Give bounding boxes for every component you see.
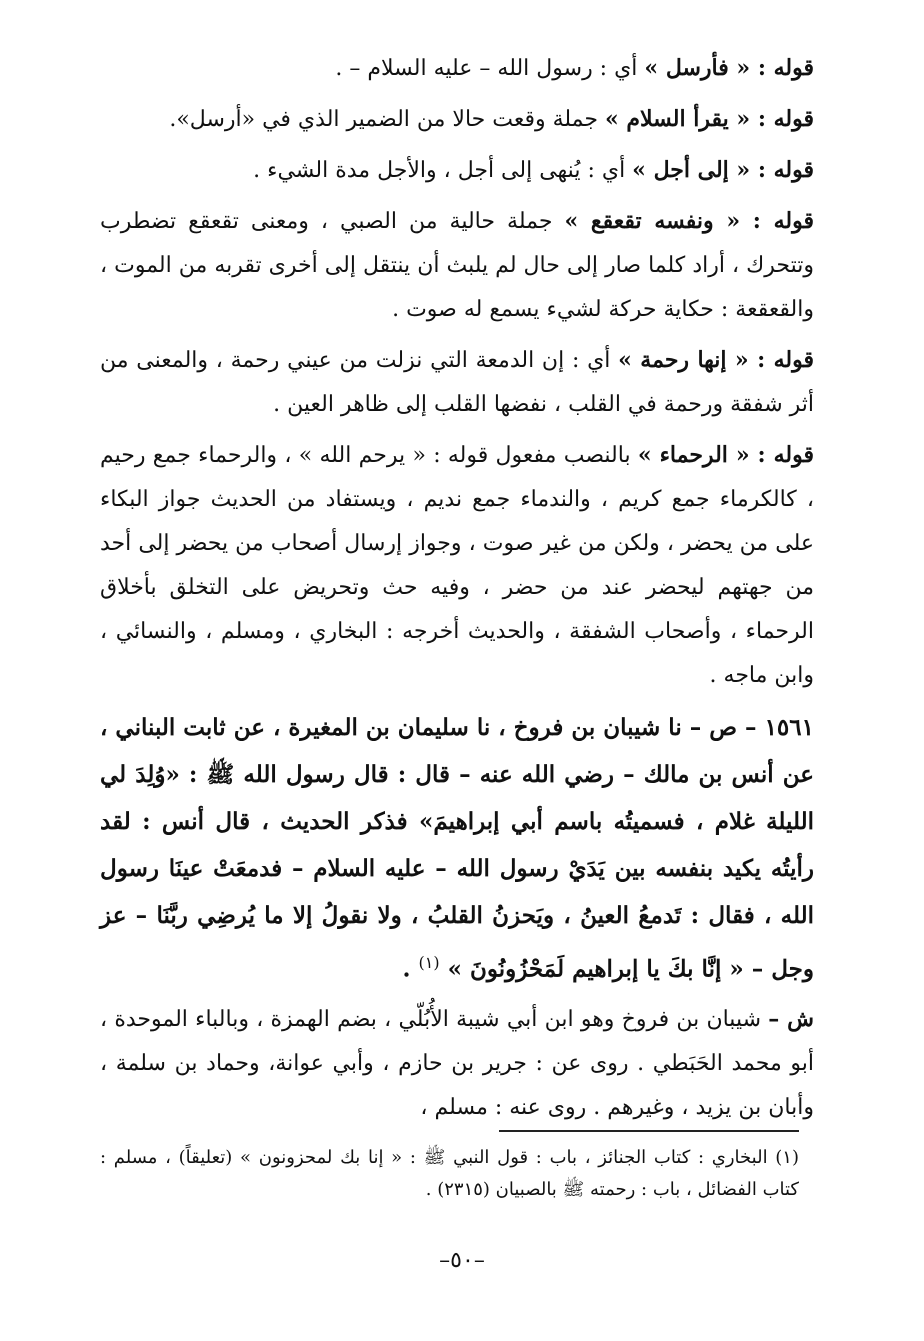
paragraph-lead: قوله : « فأرسل » — [644, 55, 814, 81]
paragraph-lead: قوله : « ونفسه تقعقع » — [564, 208, 814, 234]
hadith-text — [100, 704, 814, 993]
paragraph-lead: قوله : « يقرأ السلام » — [605, 106, 814, 132]
paragraph-lead: قوله : « إلى أجل » — [632, 157, 814, 183]
paragraph-lead: قوله : « إنها رحمة » — [618, 347, 814, 373]
commentary-paragraph-1 — [100, 46, 814, 91]
page-number: –٥٠– — [439, 1248, 485, 1273]
footnote-reference[interactable]: (١) — [418, 953, 440, 972]
footnote-divider — [499, 1130, 799, 1132]
commentary-paragraph-2 — [100, 97, 814, 142]
footnotes — [100, 1142, 799, 1206]
commentary-paragraph-5 — [100, 338, 814, 427]
paragraph-text: أي : يُنهى إلى أجل ، والأجل مدة الشيء . — [253, 158, 633, 183]
commentary-paragraph-6 — [100, 433, 814, 698]
paragraph-lead: قوله : « الرحماء » — [637, 442, 814, 468]
sharh-text: شيبان بن فروخ وهو ابن أبي شيبة الأُبُلّي ، بضم الهمزة ، وبالباء الموحدة ، أبو محمد الحَبَطي . روى عن : جرير بن حازم ، وأبي عوانة، وحماد بن سلمة ، وأبان بن يزيد ، وغيرهم . روى عنه : مسلم ، — [100, 1006, 814, 1120]
paragraph-text: جملة وقعت حالا من الضمير الذي في «أرسل». — [169, 107, 605, 132]
commentary-paragraph-4 — [100, 199, 814, 332]
paragraph-text: جملة حالية من الصبي ، ومعنى تقعقع تضطرب وتتحرك ، أراد كلما صار إلى حال لم يلبث أن ينتقل إلى أخرى تقربه من الموت ، والقعقعة : حكاية حركة لشيء يسمع له صوت . — [100, 209, 814, 322]
hadith-end: . — [402, 955, 419, 983]
footnote-1: (١) البخاري : كتاب الجنائز ، باب : قول النبي ﷺ : « إنا بك لمحزونون » (تعليقاً) ، مسلم : كتاب الفضائل ، باب : رحمته ﷺ بالصبيان (٢٣١٥) . — [100, 1147, 799, 1200]
paragraph-text: أي : إن الدمعة التي نزلت من عيني رحمة ، والمعنى من أثر شفقة ورحمة في القلب ، نفضها القلب إلى ظاهر العين . — [100, 348, 814, 417]
commentary-paragraph-3 — [100, 148, 814, 193]
sharh-paragraph — [100, 997, 814, 1130]
sharh-lead: ش – — [768, 1005, 814, 1032]
paragraph-text: أي : رسول الله – عليه السلام – . — [335, 56, 645, 81]
hadith-body: ١٥٦١ – ص – نا شيبان بن فروخ ، نا سليمان بن المغيرة ، عن ثابت البناني ، عن أنس بن مالك – رضي الله عنه – قال : قال رسول الله ﷺ : «وُلِدَ لي الليلة غلام ، فسميتُه باسم أبي إبراهيمَ» فذكر الحديث ، قال أنس : لقد رأيتُه يكيد بنفسه بين يَدَيْ رسول الله – عليه السلام – فدمعَتْ عينَا رسول الله ، فقال : تَدمعُ العينُ ، ويَحزنُ القلبُ ، ولا نقولُ إلا ما يُرضِي ربَّنَا – عز وجل – « إنَّا بكَ يا إبراهيم لَمَحْزُونُونَ » — [100, 714, 814, 983]
paragraph-text: بالنصب مفعول قوله : « يرحم الله » ، والرحماء جمع رحيم ، كالكرماء جمع كريم ، والندماء جمع نديم ، ويستفاد من الحديث جواز البكاء على من يحضر ، ولكن من غير صوت ، وجواز إرسال أصحاب من يحضر إلى أحد من جهتهم ليحضر عند من حضر ، وفيه حث وتحريض على التخلق بأخلاق الرحماء ، وأصحاب الشفقة ، والحديث أخرجه : البخاري ، ومسلم ، والنسائي ، وابن ماجه . — [100, 443, 814, 688]
